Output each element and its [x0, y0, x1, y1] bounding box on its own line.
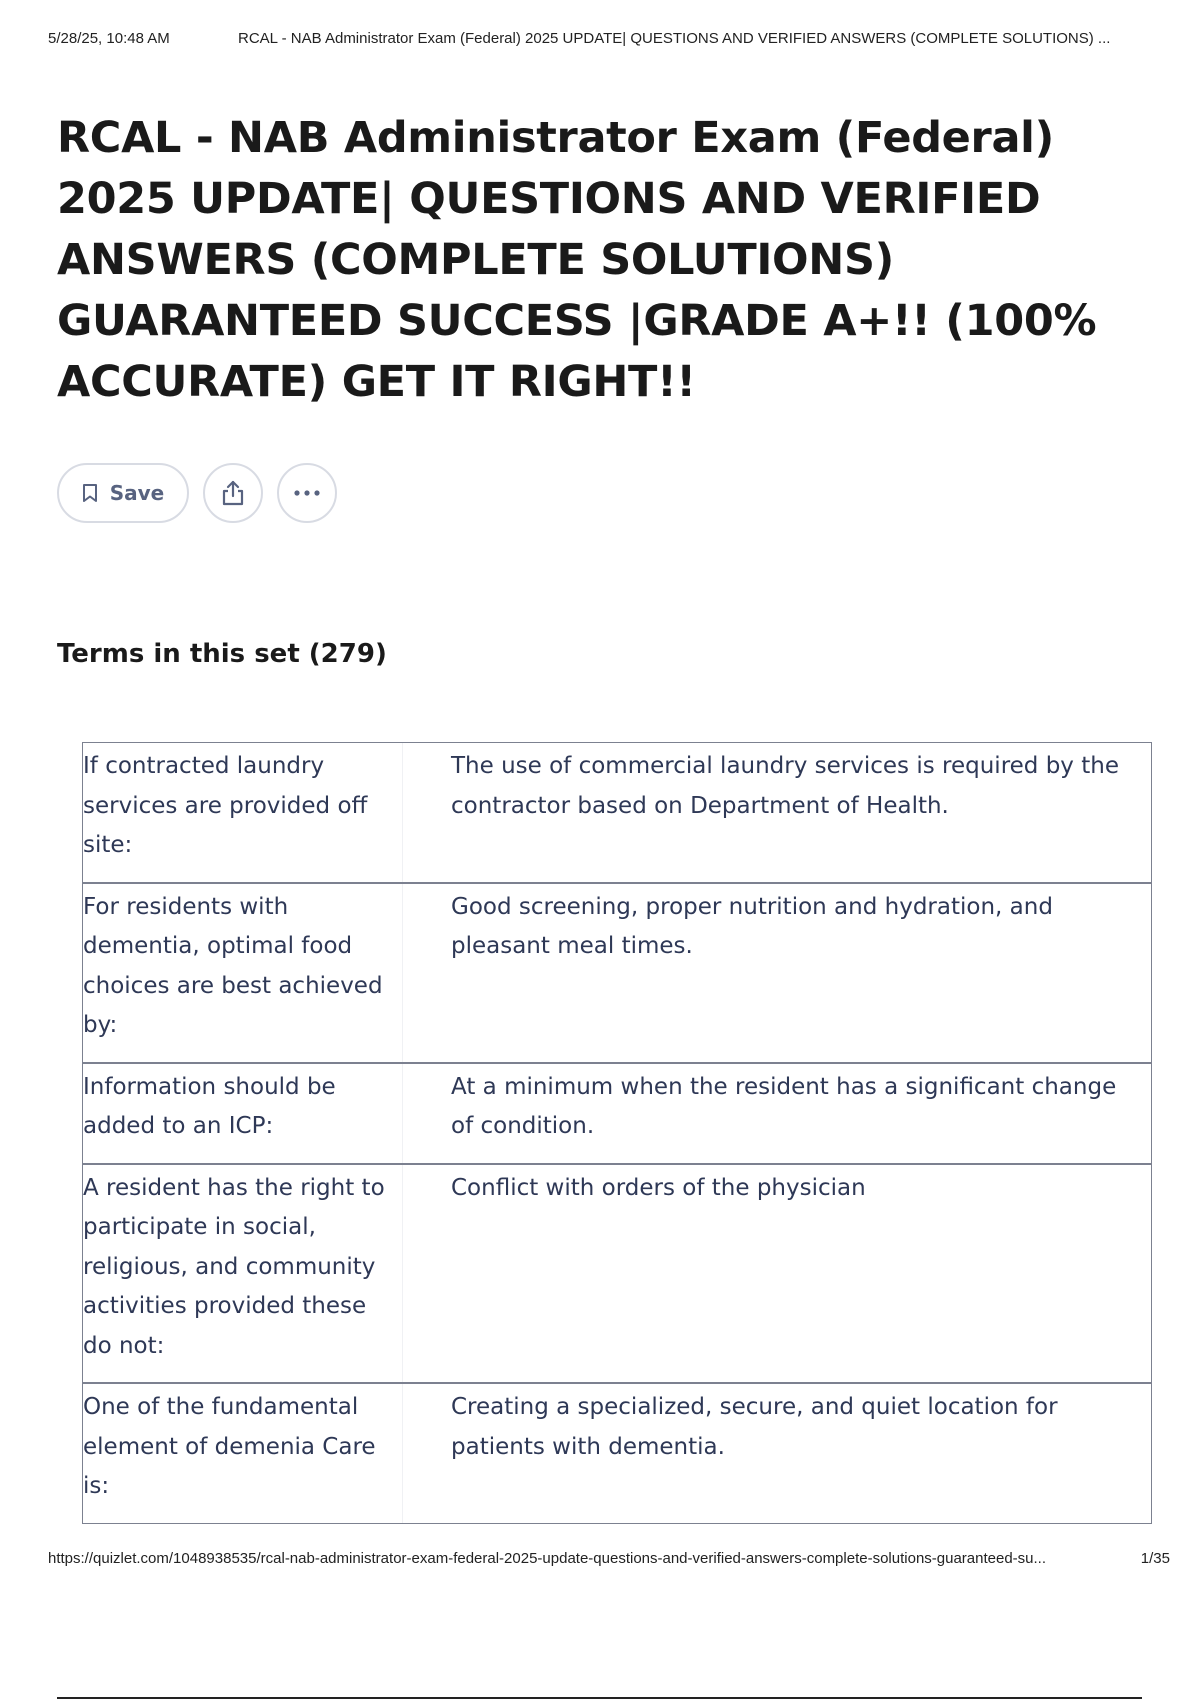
save-label: Save [109, 481, 165, 505]
term-text: Information should be added to an ICP: [83, 1064, 403, 1163]
term-row [83, 1062, 1151, 1163]
more-icon [293, 489, 321, 497]
page-url: https://quizlet.com/1048938535/rcal-nab-administrator-exam-federal-2025-update-questions-and-verified-answers-complete-solutions-guaranteed-su... [48, 1550, 1047, 1567]
page-title: RCAL - NAB Administrator Exam (Federal) 2025 UPDATE| QUESTIONS AND VERIFIED ANSWERS (COMPLETE SOLUTIONS) GUARANTEED SUCCESS |GRADE A+!! (100% ACCURATE) GET IT RIGHT!! [57, 113, 1097, 407]
page-number: 1/35 [1140, 1550, 1170, 1567]
term-text: A resident has the right to participate in social, religious, and community activities provided these do not: [83, 1165, 403, 1383]
definition-text: At a minimum when the resident has a significant change of condition. [451, 1073, 1117, 1139]
share-icon [220, 479, 246, 507]
terms-table [82, 742, 1152, 1524]
more-options-button[interactable] [277, 463, 337, 523]
terms-heading: Terms in this set (279) [57, 639, 387, 669]
definition-text: Conflict with orders of the physician [451, 1174, 866, 1201]
term-text: One of the fundamental element of demenia Care is: [83, 1384, 403, 1523]
share-button[interactable] [203, 463, 263, 523]
bookmark-icon [82, 483, 98, 503]
term-text: For residents with dementia, optimal food choices are best achieved by: [83, 884, 403, 1062]
term-row [83, 1382, 1151, 1523]
print-header-title: RCAL - NAB Administrator Exam (Federal) 2025 UPDATE| QUESTIONS AND VERIFIED ANSWERS (COMPLETE SOLUTIONS) ... [238, 30, 1111, 47]
save-button[interactable] [57, 463, 189, 523]
term-text: If contracted laundry services are provided off site: [83, 743, 403, 882]
term-row [83, 882, 1151, 1062]
action-bar [57, 463, 337, 523]
definition-text: The use of commercial laundry services is required by the contractor based on Department of Health. [451, 753, 1119, 819]
definition-text: Good screening, proper nutrition and hydration, and pleasant meal times. [451, 893, 1053, 959]
print-date: 5/28/25, 10:48 AM [48, 30, 170, 47]
term-row [83, 743, 1151, 882]
definition-text: Creating a specialized, secure, and quiet location for patients with dementia. [451, 1394, 1058, 1460]
divider [57, 1697, 1142, 1699]
term-row [83, 1163, 1151, 1383]
